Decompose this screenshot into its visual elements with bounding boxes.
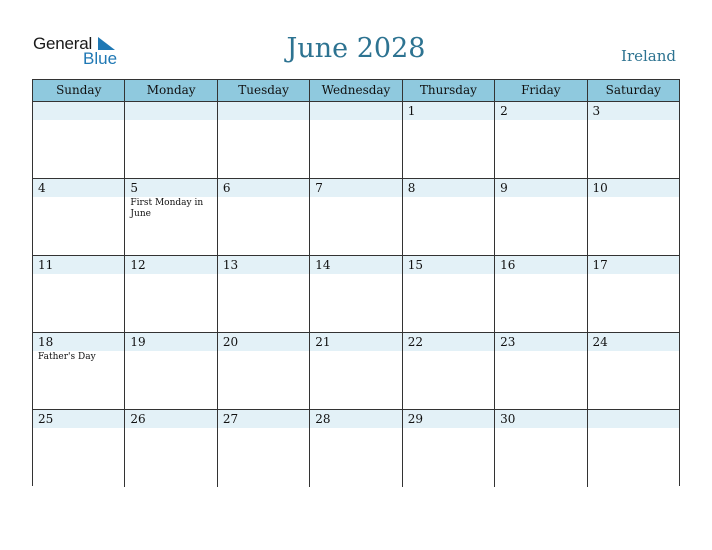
day-header-band — [495, 102, 586, 120]
day-cell[interactable] — [495, 102, 587, 178]
day-number: 9 — [500, 181, 508, 195]
day-cell[interactable] — [218, 410, 310, 487]
page-title: June 2028 — [286, 33, 426, 64]
day-cell[interactable] — [310, 410, 402, 487]
week-row — [33, 333, 679, 410]
day-header-band — [125, 179, 216, 197]
day-number: 16 — [500, 258, 516, 272]
week-row — [33, 102, 679, 179]
day-cell[interactable] — [125, 410, 217, 487]
day-header-band — [588, 102, 679, 120]
day-cell[interactable] — [310, 333, 402, 409]
weekday-wednesday: Wednesday — [310, 80, 402, 101]
day-cell[interactable] — [588, 179, 679, 255]
day-number: 25 — [38, 412, 54, 426]
day-cell[interactable] — [218, 256, 310, 332]
day-cell[interactable] — [495, 333, 587, 409]
week-row — [33, 256, 679, 333]
day-cell[interactable] — [310, 102, 402, 178]
day-cell[interactable] — [33, 179, 125, 255]
day-number: 30 — [500, 412, 516, 426]
country-label: Ireland — [621, 47, 676, 65]
logo-text-general: General — [33, 34, 93, 53]
holiday-label: Father's Day — [38, 352, 96, 362]
day-number: 22 — [407, 335, 423, 349]
day-cell[interactable] — [310, 256, 402, 332]
day-number: 21 — [315, 335, 331, 349]
day-cell[interactable] — [125, 102, 217, 178]
day-number: 28 — [315, 412, 331, 426]
logo-text-blue: Blue — [83, 49, 118, 68]
day-number: 8 — [407, 181, 416, 195]
day-cell[interactable] — [125, 179, 217, 255]
day-number: 27 — [222, 412, 239, 426]
day-cell[interactable] — [495, 410, 587, 487]
day-cell[interactable] — [495, 179, 587, 255]
day-header-band — [310, 102, 401, 120]
day-cell[interactable] — [310, 179, 402, 255]
day-cell[interactable] — [33, 333, 125, 409]
day-number: 4 — [38, 181, 46, 195]
weekday-friday: Friday — [495, 80, 587, 101]
day-header-band — [33, 102, 124, 120]
day-number: 17 — [592, 258, 608, 272]
day-number: 15 — [407, 258, 423, 272]
day-cell[interactable] — [33, 256, 125, 332]
day-number: 23 — [500, 335, 516, 349]
day-cell[interactable] — [218, 179, 310, 255]
weekday-tuesday: Tuesday — [218, 80, 310, 101]
day-cell[interactable] — [403, 102, 495, 178]
day-number: 24 — [592, 335, 608, 349]
day-header-band — [125, 102, 216, 120]
day-cell[interactable] — [33, 410, 125, 487]
day-header-band — [403, 102, 494, 120]
week-row — [33, 179, 679, 256]
day-header-band — [218, 102, 309, 120]
day-cell[interactable] — [125, 333, 217, 409]
day-number: 7 — [315, 181, 323, 195]
day-number: 12 — [130, 258, 146, 272]
day-number: 11 — [38, 258, 54, 272]
holiday-label: First Monday in June — [130, 198, 204, 219]
weekday-header — [33, 80, 679, 102]
weekday-monday: Monday — [125, 80, 217, 101]
day-number: 26 — [130, 412, 146, 426]
day-header-band — [588, 410, 679, 428]
day-cell[interactable] — [588, 102, 679, 178]
day-number: 20 — [222, 335, 239, 349]
day-cell[interactable] — [495, 256, 587, 332]
day-number: 2 — [500, 104, 508, 118]
day-header-band — [310, 179, 401, 197]
weekday-saturday: Saturday — [605, 83, 661, 97]
day-number: 14 — [315, 258, 331, 272]
day-cell[interactable] — [588, 256, 679, 332]
day-cell[interactable] — [403, 179, 495, 255]
day-header-band — [403, 179, 494, 197]
day-cell[interactable] — [218, 102, 310, 178]
day-number: 10 — [592, 181, 608, 195]
weekday-sunday: Sunday — [33, 80, 125, 101]
day-header-band — [33, 179, 124, 197]
weekday-thursday: Thursday — [403, 80, 495, 101]
day-cell[interactable] — [588, 333, 679, 409]
day-number: 1 — [407, 104, 416, 118]
day-cell[interactable] — [403, 410, 495, 487]
day-cell[interactable] — [218, 333, 310, 409]
day-header-band — [495, 179, 586, 197]
day-cell[interactable] — [33, 102, 125, 178]
day-number: 3 — [592, 104, 601, 118]
day-number: 5 — [130, 181, 139, 195]
day-number: 18 — [38, 335, 54, 349]
day-header-band — [218, 179, 309, 197]
day-cell[interactable] — [403, 333, 495, 409]
day-cell[interactable] — [125, 256, 217, 332]
week-row — [33, 410, 679, 487]
day-cell[interactable] — [588, 410, 679, 487]
calendar-grid — [32, 79, 680, 486]
day-number: 29 — [407, 412, 423, 426]
day-number: 19 — [130, 335, 146, 349]
day-number: 6 — [222, 181, 231, 195]
day-number: 13 — [222, 258, 239, 272]
day-cell[interactable] — [403, 256, 495, 332]
